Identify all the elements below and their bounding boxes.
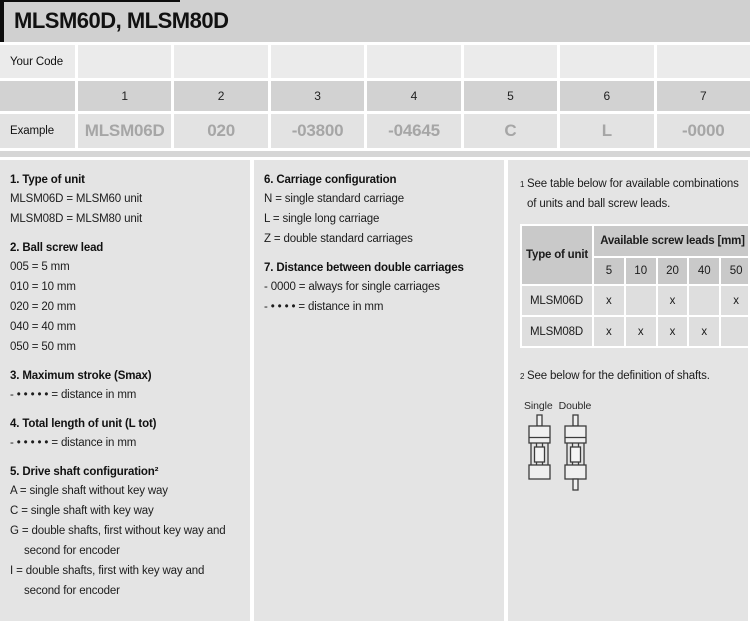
example-value-5: C bbox=[464, 114, 557, 148]
example-value-2: 020 bbox=[174, 114, 267, 148]
column-left bbox=[0, 160, 250, 621]
availability-mark bbox=[626, 286, 656, 315]
footnote-2-text: See below for the definition of shafts. bbox=[527, 370, 710, 382]
your-code-cell-3 bbox=[271, 45, 364, 78]
shaft-diagram-labels bbox=[520, 400, 740, 412]
availability-mark bbox=[689, 286, 719, 315]
availability-mark: x bbox=[658, 317, 688, 346]
divider-strip bbox=[0, 151, 750, 157]
shaft-definition-diagram bbox=[524, 414, 614, 498]
column-number-5: 5 bbox=[464, 81, 557, 111]
example-value-4: -04645 bbox=[367, 114, 460, 148]
section-2-line: 010 = 10 mm bbox=[10, 281, 76, 293]
section-2-title: 2. Ball screw lead bbox=[10, 242, 104, 254]
availability-mark bbox=[721, 317, 748, 346]
availability-mark: x bbox=[721, 286, 748, 315]
section-5-line: A = single shaft without key way bbox=[10, 485, 168, 497]
column-number-6: 6 bbox=[560, 81, 653, 111]
your-code-cell-2 bbox=[174, 45, 267, 78]
section-1-title: 1. Type of unit bbox=[10, 174, 85, 186]
section-5-line: second for encoder bbox=[24, 545, 120, 557]
double-shaft-label: Double bbox=[558, 400, 592, 412]
column-middle bbox=[254, 160, 504, 621]
single-shaft-label: Single bbox=[524, 400, 553, 412]
lead-header-20: 20 bbox=[658, 258, 688, 284]
column-right bbox=[508, 160, 748, 621]
availability-mark: x bbox=[594, 317, 624, 346]
page-title: MLSM60D, MLSM80D bbox=[14, 8, 229, 33]
section-2-line: 020 = 20 mm bbox=[10, 301, 76, 313]
your-code-cell-4 bbox=[367, 45, 460, 78]
section-6-line: N = single standard carriage bbox=[264, 193, 404, 205]
section-7-line: - • • • • = distance in mm bbox=[264, 301, 384, 313]
double-shaft-diagram bbox=[565, 415, 586, 490]
section-5-line: C = single shaft with key way bbox=[10, 505, 154, 517]
section-1-line: MLSM06D = MLSM60 unit bbox=[10, 193, 143, 205]
column-number-2: 2 bbox=[174, 81, 267, 111]
example-value-1: MLSM06D bbox=[78, 114, 171, 148]
title-band bbox=[0, 0, 750, 42]
section-6-title: 6. Carriage configuration bbox=[264, 174, 397, 186]
section-5-line: I = double shafts, first with key way and bbox=[10, 565, 205, 577]
your-code-cell-5 bbox=[464, 45, 557, 78]
example-label: Example bbox=[0, 114, 75, 148]
your-code-cell-7 bbox=[657, 45, 750, 78]
table-row-unit: MLSM08D bbox=[522, 317, 592, 346]
lead-header-10: 10 bbox=[626, 258, 656, 284]
section-1-line: MLSM08D = MLSM80 unit bbox=[10, 213, 143, 225]
screw-lead-availability-table bbox=[520, 224, 748, 348]
section-2-line: 040 = 40 mm bbox=[10, 321, 76, 333]
number-row-spacer bbox=[0, 81, 75, 111]
table-header-available-leads: Available screw leads [mm] bbox=[594, 226, 748, 256]
table-row-unit: MLSM06D bbox=[522, 286, 592, 315]
section-4-title: 4. Total length of unit (L tot) bbox=[10, 418, 157, 430]
availability-mark: x bbox=[689, 317, 719, 346]
column-number-3: 3 bbox=[271, 81, 364, 111]
example-value-3: -03800 bbox=[271, 114, 364, 148]
example-value-6: L bbox=[560, 114, 653, 148]
availability-mark: x bbox=[594, 286, 624, 315]
lead-header-40: 40 bbox=[689, 258, 719, 284]
column-number-1: 1 bbox=[78, 81, 171, 111]
footnote-1-text: See table below for available combinations of units and ball screw leads. bbox=[527, 178, 739, 210]
availability-mark: x bbox=[658, 286, 688, 315]
section-3-title: 3. Maximum stroke (Smax) bbox=[10, 370, 152, 382]
section-4-line: - • • • • • = distance in mm bbox=[10, 437, 137, 449]
section-7-line: - 0000 = always for single carriages bbox=[264, 281, 440, 293]
footnote-2 bbox=[520, 366, 740, 386]
availability-mark: x bbox=[626, 317, 656, 346]
your-code-cell-1 bbox=[78, 45, 171, 78]
lead-header-50: 50 bbox=[721, 258, 748, 284]
section-5-title: 5. Drive shaft configuration² bbox=[10, 466, 159, 478]
table-header-type-of-unit: Type of unit bbox=[522, 226, 592, 284]
section-6-line: L = single long carriage bbox=[264, 213, 380, 225]
section-2-line: 050 = 50 mm bbox=[10, 341, 76, 353]
section-2-line: 005 = 5 mm bbox=[10, 261, 70, 273]
your-code-cell-6 bbox=[560, 45, 653, 78]
your-code-label: Your Code bbox=[0, 45, 75, 78]
footnote-1-marker: 1 bbox=[520, 180, 525, 189]
section-5-line: G = double shafts, first without key way and bbox=[10, 525, 226, 537]
column-number-4: 4 bbox=[367, 81, 460, 111]
single-shaft-diagram bbox=[529, 415, 550, 479]
column-number-7: 7 bbox=[657, 81, 750, 111]
ordering-code-table bbox=[0, 45, 750, 148]
section-7-title: 7. Distance between double carriages bbox=[264, 262, 464, 274]
lead-header-5: 5 bbox=[594, 258, 624, 284]
example-value-7: -0000 bbox=[657, 114, 750, 148]
footnote-1 bbox=[520, 174, 740, 214]
section-6-line: Z = double standard carriages bbox=[264, 233, 413, 245]
footnote-2-marker: 2 bbox=[520, 372, 525, 381]
content-columns bbox=[0, 160, 750, 621]
section-3-line: - • • • • • = distance in mm bbox=[10, 389, 137, 401]
section-5-line: second for encoder bbox=[24, 585, 120, 597]
